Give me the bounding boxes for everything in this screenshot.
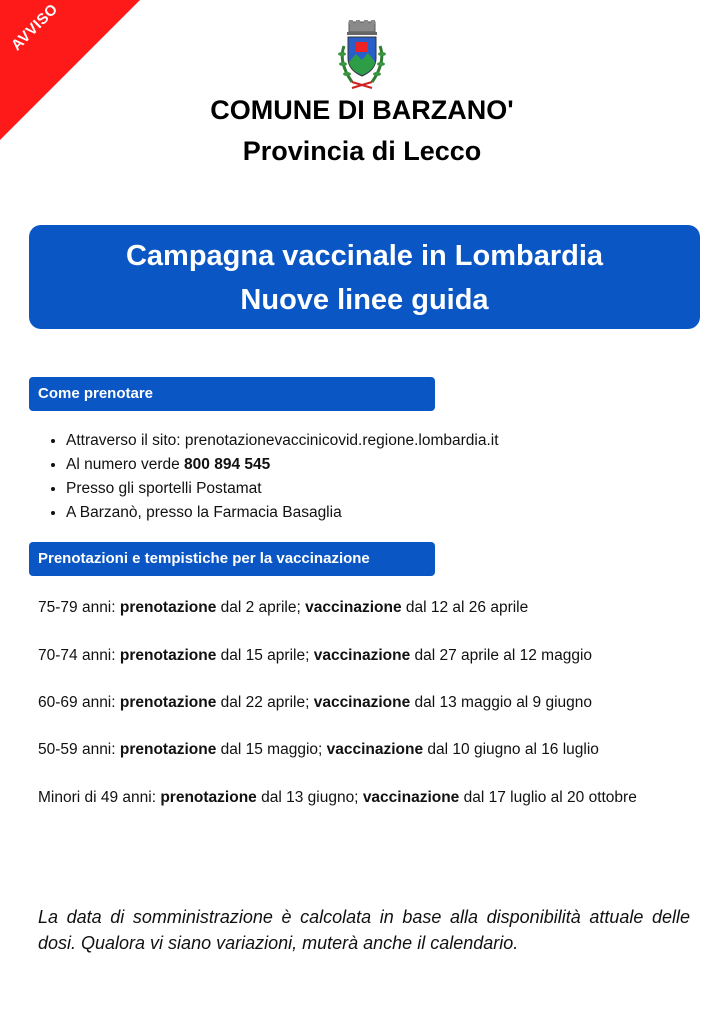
vaccination-dates: dal 13 maggio al 9 giugno: [410, 694, 593, 711]
vaccination-label: vaccinazione: [362, 789, 460, 806]
schedule-row: [38, 691, 690, 714]
booking-label: prenotazione: [160, 789, 257, 806]
age-group: Minori di 49 anni:: [38, 789, 161, 806]
schedule-row: [38, 644, 690, 667]
booking-methods-list: [40, 429, 499, 525]
age-group: 75-79 anni:: [38, 599, 120, 616]
booking-label: prenotazione: [119, 694, 217, 711]
booking-label: prenotazione: [119, 741, 217, 758]
province-subtitle: Provincia di Lecco: [242, 136, 482, 166]
vaccination-dates: dal 12 al 26 aprile: [401, 599, 529, 616]
pharmacy-text: A Barzanò, presso la Farmacia Basaglia: [66, 504, 342, 521]
postamat-text: Presso gli sportelli Postamat: [66, 480, 262, 497]
list-item: [66, 429, 499, 453]
toll-free-prefix: Al numero verde: [66, 456, 185, 473]
age-group: 50-59 anni:: [38, 741, 120, 758]
section-heading-booking: Come prenotare: [29, 377, 435, 411]
booking-dates: dal 15 maggio;: [216, 741, 327, 758]
vaccination-dates: dal 17 luglio al 20 ottobre: [459, 789, 637, 806]
schedule-row: [38, 786, 690, 809]
avviso-label: AVVISO: [8, 0, 62, 55]
list-item: [66, 501, 499, 525]
booking-dates: dal 2 aprile;: [216, 599, 306, 616]
vaccination-label: vaccinazione: [305, 599, 402, 616]
availability-disclaimer: La data di somministrazione è calcolata in base alla disponibilità attuale delle dosi. Qualora vi siano variazioni, muterà anche il calendario.: [38, 907, 690, 953]
banner-title-line2: Nuove linee guida: [240, 284, 489, 316]
section-heading-schedule: Prenotazioni e tempistiche per la vaccinazione: [29, 542, 435, 576]
vaccination-dates: dal 27 aprile al 12 maggio: [410, 647, 593, 664]
booking-dates: dal 13 giugno;: [256, 789, 363, 806]
vaccination-label: vaccinazione: [313, 647, 411, 664]
schedule-row: [38, 596, 690, 619]
booking-label: prenotazione: [119, 647, 217, 664]
vaccination-label: vaccinazione: [313, 694, 411, 711]
age-group: 70-74 anni:: [38, 647, 120, 664]
age-group: 60-69 anni:: [38, 694, 120, 711]
toll-free-number: 800 894 545: [184, 456, 271, 473]
list-item: [66, 453, 499, 477]
schedule-row: [38, 738, 690, 761]
booking-label: prenotazione: [119, 599, 217, 616]
booking-dates: dal 15 aprile;: [216, 647, 314, 664]
vaccination-dates: dal 10 giugno al 16 luglio: [423, 741, 599, 758]
municipal-coat-of-arms-icon: [332, 18, 392, 94]
campaign-banner: [29, 225, 700, 329]
list-item: [66, 477, 499, 501]
booking-website-text: Attraverso il sito: prenotazionevaccinicovid.regione.lombardia.it: [66, 432, 499, 449]
banner-title-line1: Campagna vaccinale in Lombardia: [125, 240, 604, 272]
vaccination-label: vaccinazione: [326, 741, 424, 758]
booking-dates: dal 22 aprile;: [216, 694, 314, 711]
municipality-title: COMUNE DI BARZANO': [210, 95, 514, 125]
